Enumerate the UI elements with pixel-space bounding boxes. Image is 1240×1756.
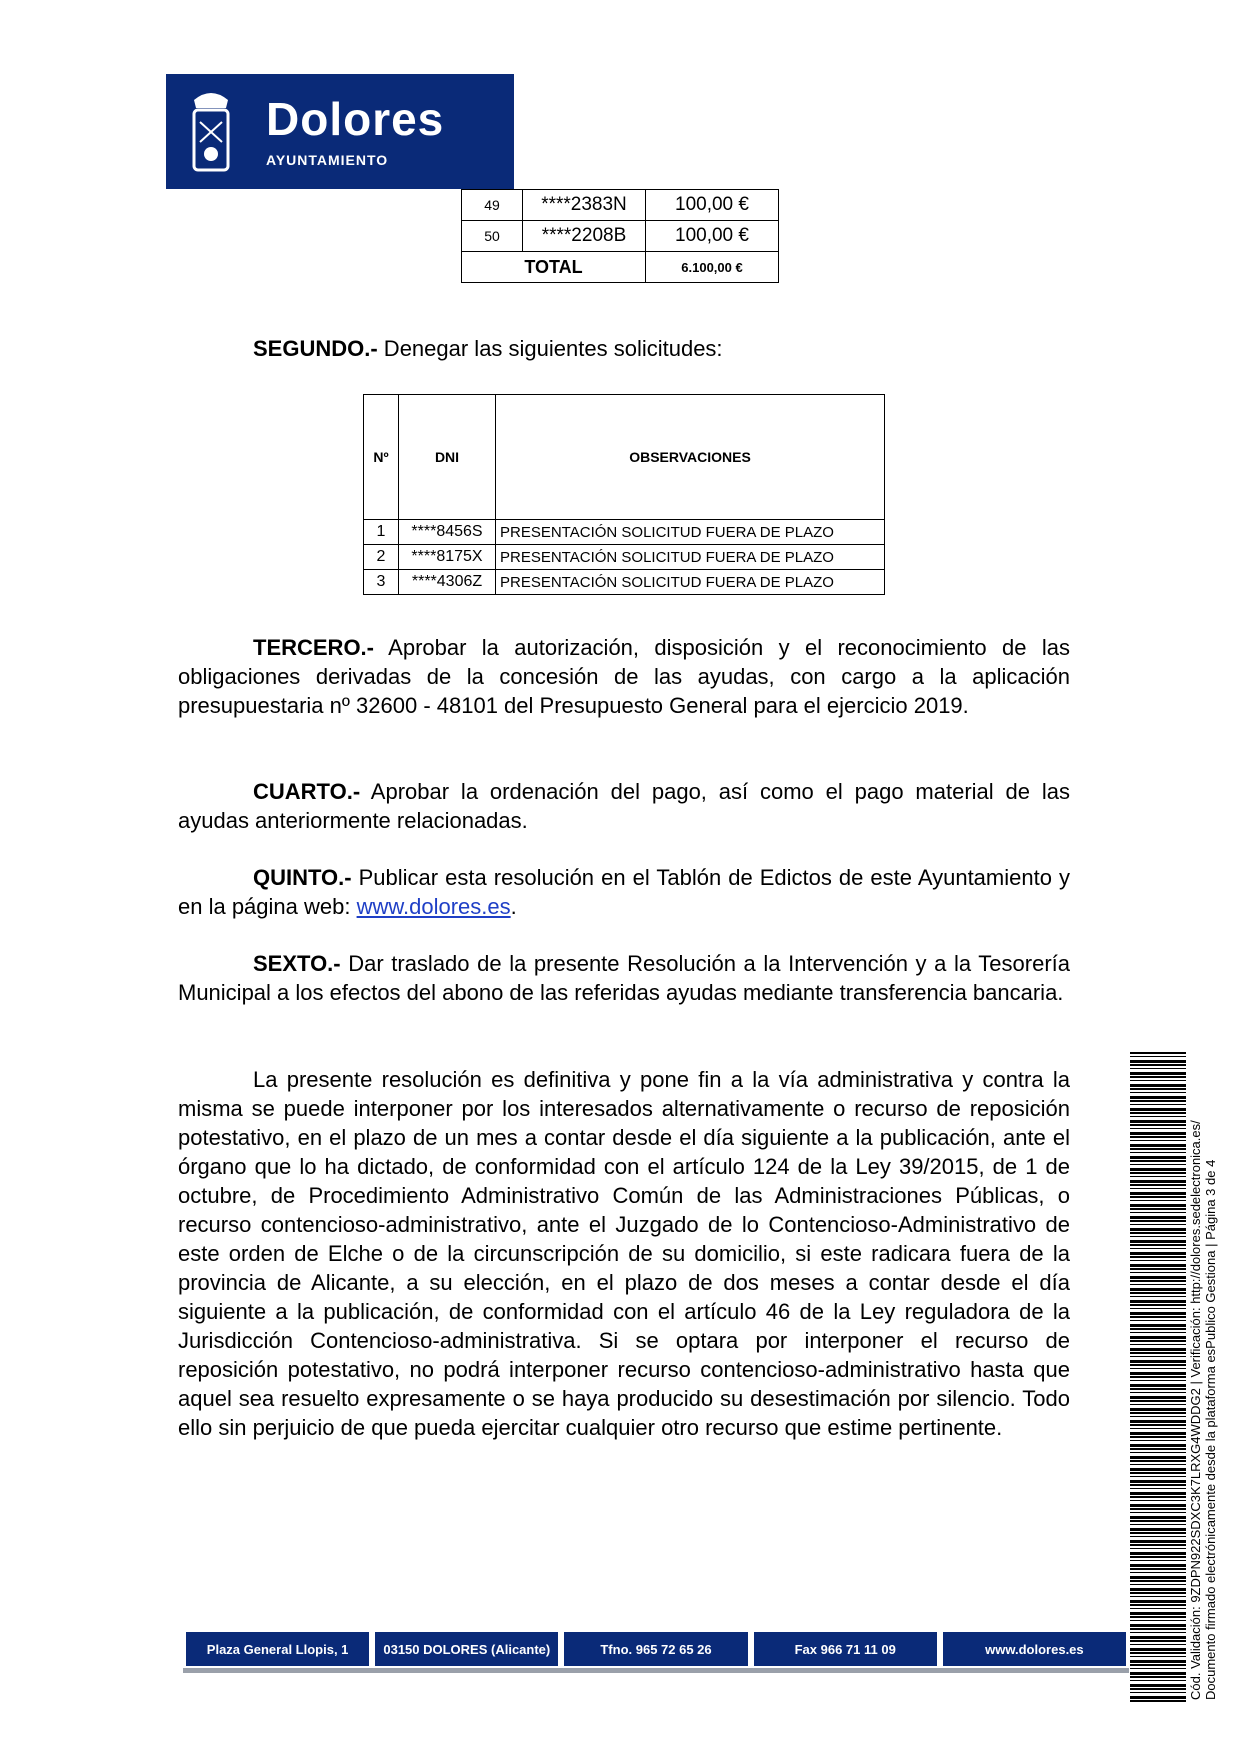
total-row bbox=[462, 252, 779, 283]
website-link[interactable]: www.dolores.es bbox=[356, 894, 511, 919]
quinto-paragraph bbox=[178, 863, 1070, 921]
table-row bbox=[364, 545, 885, 570]
barcode-icon bbox=[1130, 1052, 1186, 1702]
header-dni: DNI bbox=[399, 395, 496, 520]
table-row bbox=[462, 221, 779, 252]
table-row bbox=[364, 570, 885, 595]
total-label: TOTAL bbox=[462, 252, 646, 283]
final-paragraph: La presente resolución es definitiva y pone fin a la vía administrativa y contra la misma se puede interponer por los interesados alternativamente o recurso de reposición potestativo, en el plazo de un mes a contar desde el día siguiente a la publicación, ante el órgano que lo ha dictado, de conformidad con el artículo 124 de la Ley 39/2015, de 1 de octubre, de Procedimiento Administrativo Común de las Administraciones Públicas, o recurso contencioso-administrativo, ante el Juzgado de lo Contencioso-Administrativo de este orden de Elche o de la circunscripción de su domicilio, si este radicara fuera de la provincia de Alicante, a su elección, en el plazo de dos meses a contar desde el día siguiente a la publicación, de conformidad con el artículo 46 de la Ley reguladora de la Jurisdicción Contencioso-administrativa. Si se optara por interponer el recurso de reposición potestativo, no podrá interponer recurso contencioso-administrativo hasta que aquel sea resuelto expresamente o se haya producido su desestimación por silencio. Todo ello sin perjuicio de que pueda ejercitar cualquier otro recurso que estime pertinente. bbox=[178, 1067, 1070, 1440]
validation-line-1: Cód. Validación: 9ZDPN922SDXC3K7LRXG4WDDG2 | Verificación: http://dolores.sedelectronica.es/ bbox=[1188, 1120, 1203, 1700]
logo-name: Dolores bbox=[266, 93, 445, 145]
tercero-paragraph bbox=[178, 633, 1070, 720]
cuarto-label: CUARTO.- bbox=[253, 779, 361, 804]
crest-icon bbox=[186, 82, 236, 182]
table-row bbox=[364, 520, 885, 545]
sexto-paragraph bbox=[178, 949, 1070, 1007]
segundo-text: Denegar las siguientes solicitudes: bbox=[377, 336, 723, 361]
footer-bar bbox=[186, 1632, 1126, 1666]
footer-phone: Tfno. 965 72 65 26 bbox=[564, 1632, 747, 1666]
segundo-paragraph bbox=[178, 334, 1070, 363]
row-dni: ****4306Z bbox=[399, 570, 496, 595]
total-value: 6.100,00 € bbox=[646, 252, 779, 283]
footer-web: www.dolores.es bbox=[943, 1632, 1126, 1666]
footer-city: 03150 DOLORES (Alicante) bbox=[375, 1632, 558, 1666]
row-number: 50 bbox=[462, 221, 523, 252]
sexto-text: Dar traslado de la presente Resolución a la Intervención y a la Tesorería Municipal a los efectos del abono de las referidas ayudas mediante transferencia bancaria. bbox=[178, 951, 1070, 1005]
logo-subtitle: AYUNTAMIENTO bbox=[266, 152, 389, 168]
validation-line-2: Documento firmado electrónicamente desde la plataforma esPublico Gestiona | Página 3 de 4 bbox=[1203, 1159, 1218, 1700]
row-number: 3 bbox=[364, 570, 399, 595]
quinto-label: QUINTO.- bbox=[253, 865, 352, 890]
tercero-label: TERCERO.- bbox=[253, 635, 374, 660]
cuarto-paragraph bbox=[178, 777, 1070, 835]
row-observation: PRESENTACIÓN SOLICITUD FUERA DE PLAZO bbox=[496, 570, 885, 595]
row-number: 1 bbox=[364, 520, 399, 545]
quinto-end: . bbox=[510, 894, 517, 919]
cuarto-text: Aprobar la ordenación del pago, así como el pago material de las ayudas anteriormente relacionadas. bbox=[178, 779, 1070, 833]
row-dni: ****8175X bbox=[399, 545, 496, 570]
header-number: Nº bbox=[364, 395, 399, 520]
row-amount: 100,00 € bbox=[646, 221, 779, 252]
row-number: 2 bbox=[364, 545, 399, 570]
row-dni: ****2208B bbox=[523, 221, 646, 252]
tercero-text: Aprobar la autorización, disposición y el reconocimiento de las obligaciones derivadas de la concesión de las ayudas, con cargo a la aplicación presupuestaria nº 32600 - 48101 del Presupuesto General para el ejercicio 2019. bbox=[178, 635, 1070, 718]
table-header bbox=[364, 395, 885, 520]
denied-table bbox=[363, 394, 885, 595]
dolores-logo bbox=[166, 74, 514, 189]
segundo-label: SEGUNDO.- bbox=[253, 336, 378, 361]
table-row bbox=[462, 190, 779, 221]
footer-fax: Fax 966 71 11 09 bbox=[754, 1632, 937, 1666]
quinto-text: Publicar esta resolución en el Tablón de Edictos de este Ayuntamiento y en la página web: bbox=[178, 865, 1070, 919]
row-dni: ****8456S bbox=[399, 520, 496, 545]
sexto-label: SEXTO.- bbox=[253, 951, 341, 976]
footer-divider bbox=[183, 1668, 1129, 1673]
row-amount: 100,00 € bbox=[646, 190, 779, 221]
row-observation: PRESENTACIÓN SOLICITUD FUERA DE PLAZO bbox=[496, 520, 885, 545]
row-dni: ****2383N bbox=[523, 190, 646, 221]
header-observations: OBSERVACIONES bbox=[496, 395, 885, 520]
footer-address: Plaza General Llopis, 1 bbox=[186, 1632, 369, 1666]
beneficiaries-table bbox=[461, 189, 779, 283]
row-number: 49 bbox=[462, 190, 523, 221]
row-observation: PRESENTACIÓN SOLICITUD FUERA DE PLAZO bbox=[496, 545, 885, 570]
validation-text bbox=[1188, 1040, 1218, 1700]
